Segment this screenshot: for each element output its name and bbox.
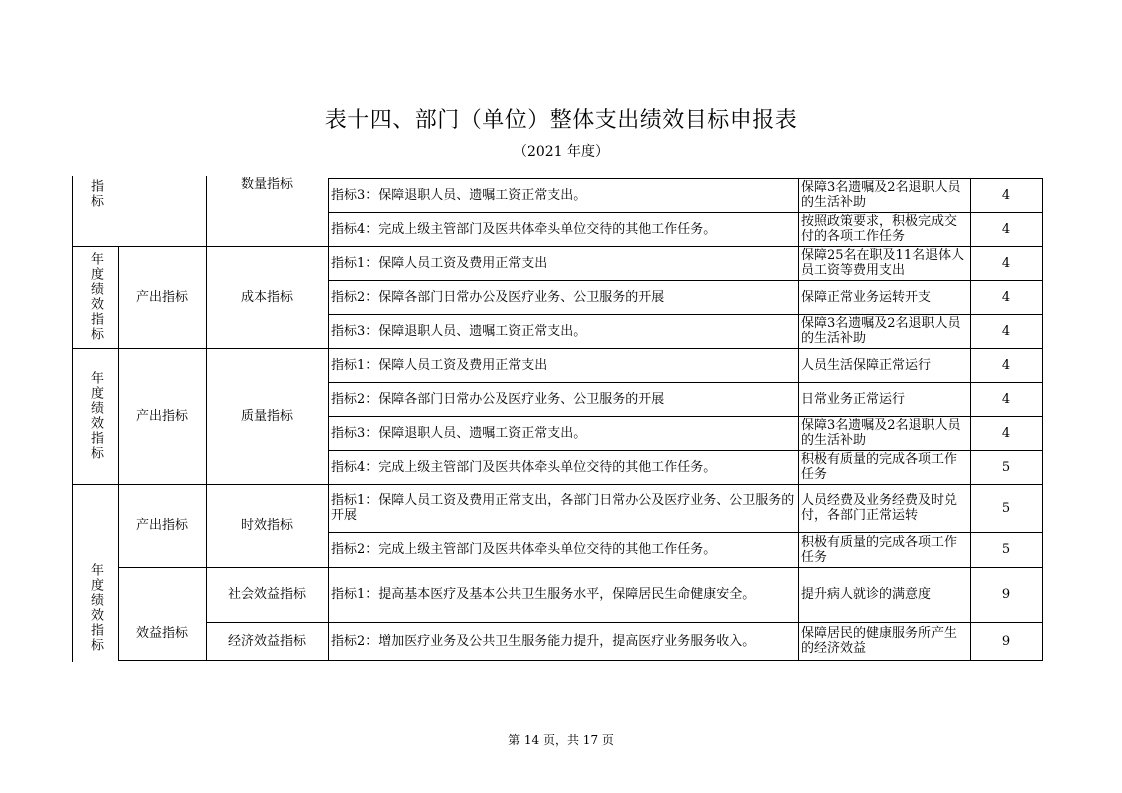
value-cell: 提升病人就诊的满意度 bbox=[801, 587, 932, 602]
value-cell: 按照政策要求，积极完成交付的各项工作任务 bbox=[801, 214, 958, 244]
value-cell: 日常业务正常运行 bbox=[801, 391, 906, 407]
value-cell: 保障3名遗嘱及2名退职人员的生活补助 bbox=[801, 418, 961, 448]
score-cell: 5 bbox=[1001, 542, 1011, 557]
value-cell: 人员生活保障正常运行 bbox=[801, 357, 932, 373]
indicator-cell: 指标1：保障人员工资及费用正常支出 bbox=[331, 357, 548, 373]
score-cell: 4 bbox=[1001, 323, 1011, 339]
grid-line bbox=[118, 660, 1042, 661]
indicator-cell: 指标4：完成上级主管部门及医共体牵头单位交待的其他工作任务。 bbox=[331, 221, 717, 237]
indicator-cell: 指标3：保障退职人员、遗嘱工资正常支出。 bbox=[331, 425, 587, 441]
level1-label: 年度绩效指标 bbox=[88, 563, 103, 653]
level3-label: 成本指标 bbox=[240, 289, 293, 305]
score-cell: 4 bbox=[1001, 289, 1011, 305]
score-cell: 5 bbox=[1001, 459, 1011, 475]
page-footer: 第 14 页，共 17 页 bbox=[508, 733, 614, 747]
level2-label: 产出指标 bbox=[135, 289, 188, 305]
indicator-cell: 指标1：提高基本医疗及基本公共卫生服务水平，保障居民生命健康安全。 bbox=[331, 587, 756, 602]
indicator-cell: 指标2：增加医疗业务及公共卫生服务能力提升，提高医疗业务服务收入。 bbox=[331, 633, 756, 649]
indicator-cell: 指标3：保障退职人员、遗嘱工资正常支出。 bbox=[331, 323, 587, 339]
score-cell: 4 bbox=[1001, 187, 1011, 203]
score-cell: 4 bbox=[1001, 255, 1011, 271]
grid-line bbox=[1042, 178, 1043, 661]
value-cell: 积极有质量的完成各项工作任务 bbox=[801, 534, 958, 565]
value-cell: 保障正常业务运转开支 bbox=[801, 289, 932, 305]
level3-label: 数量指标 bbox=[240, 177, 293, 192]
level3-label: 经济效益指标 bbox=[227, 633, 306, 649]
score-cell: 4 bbox=[1001, 391, 1011, 407]
value-cell: 保障3名遗嘱及2名退职人员的生活补助 bbox=[801, 316, 961, 346]
value-cell: 保障25名在职及11名退体人员工资等费用支出 bbox=[801, 248, 965, 278]
indicator-cell: 指标1：保障人员工资及费用正常支出，各部门日常办公及医疗业务、公卫服务的开展 bbox=[331, 493, 795, 523]
page-subtitle: （2021 年度） bbox=[512, 144, 610, 160]
level2-label: 效益指标 bbox=[135, 626, 188, 641]
indicator-cell: 指标2：完成上级主管部门及医共体牵头单位交待的其他工作任务。 bbox=[331, 542, 717, 557]
value-cell: 保障3名遗嘱及2名退职人员的生活补助 bbox=[801, 180, 961, 210]
level1-label: 指标 bbox=[88, 179, 103, 209]
level3-label: 社会效益指标 bbox=[227, 587, 306, 602]
level1-label: 年度绩效指标 bbox=[88, 252, 103, 342]
score-cell: 4 bbox=[1001, 221, 1011, 237]
value-cell: 积极有质量的完成各项工作任务 bbox=[801, 452, 958, 482]
indicator-cell: 指标2：保障各部门日常办公及医疗业务、公卫服务的开展 bbox=[331, 289, 665, 305]
indicator-cell: 指标4：完成上级主管部门及医共体牵头单位交待的其他工作任务。 bbox=[331, 459, 717, 475]
indicator-cell: 指标2：保障各部门日常办公及医疗业务、公卫服务的开展 bbox=[331, 391, 665, 407]
level1-label: 年度绩效指标 bbox=[88, 371, 103, 461]
score-cell: 5 bbox=[1001, 500, 1011, 516]
score-cell: 9 bbox=[1001, 633, 1011, 649]
value-cell: 保障居民的健康服务所产生的经济效益 bbox=[801, 626, 958, 656]
score-cell: 4 bbox=[1001, 357, 1011, 373]
score-cell: 4 bbox=[1001, 425, 1011, 441]
indicator-cell: 指标3：保障退职人员、遗嘱工资正常支出。 bbox=[331, 187, 587, 203]
indicator-cell: 指标1：保障人员工资及费用正常支出 bbox=[331, 255, 548, 271]
level3-label: 时效指标 bbox=[240, 518, 293, 533]
level2-label: 产出指标 bbox=[135, 408, 188, 424]
level3-label: 质量指标 bbox=[240, 408, 293, 424]
level2-label: 产出指标 bbox=[135, 518, 188, 533]
page-title: 表十四、部门（单位）整体支出绩效目标申报表 bbox=[324, 108, 798, 133]
value-cell: 人员经费及业务经费及时兑付，各部门正常运转 bbox=[801, 493, 958, 523]
score-cell: 9 bbox=[1001, 587, 1011, 602]
